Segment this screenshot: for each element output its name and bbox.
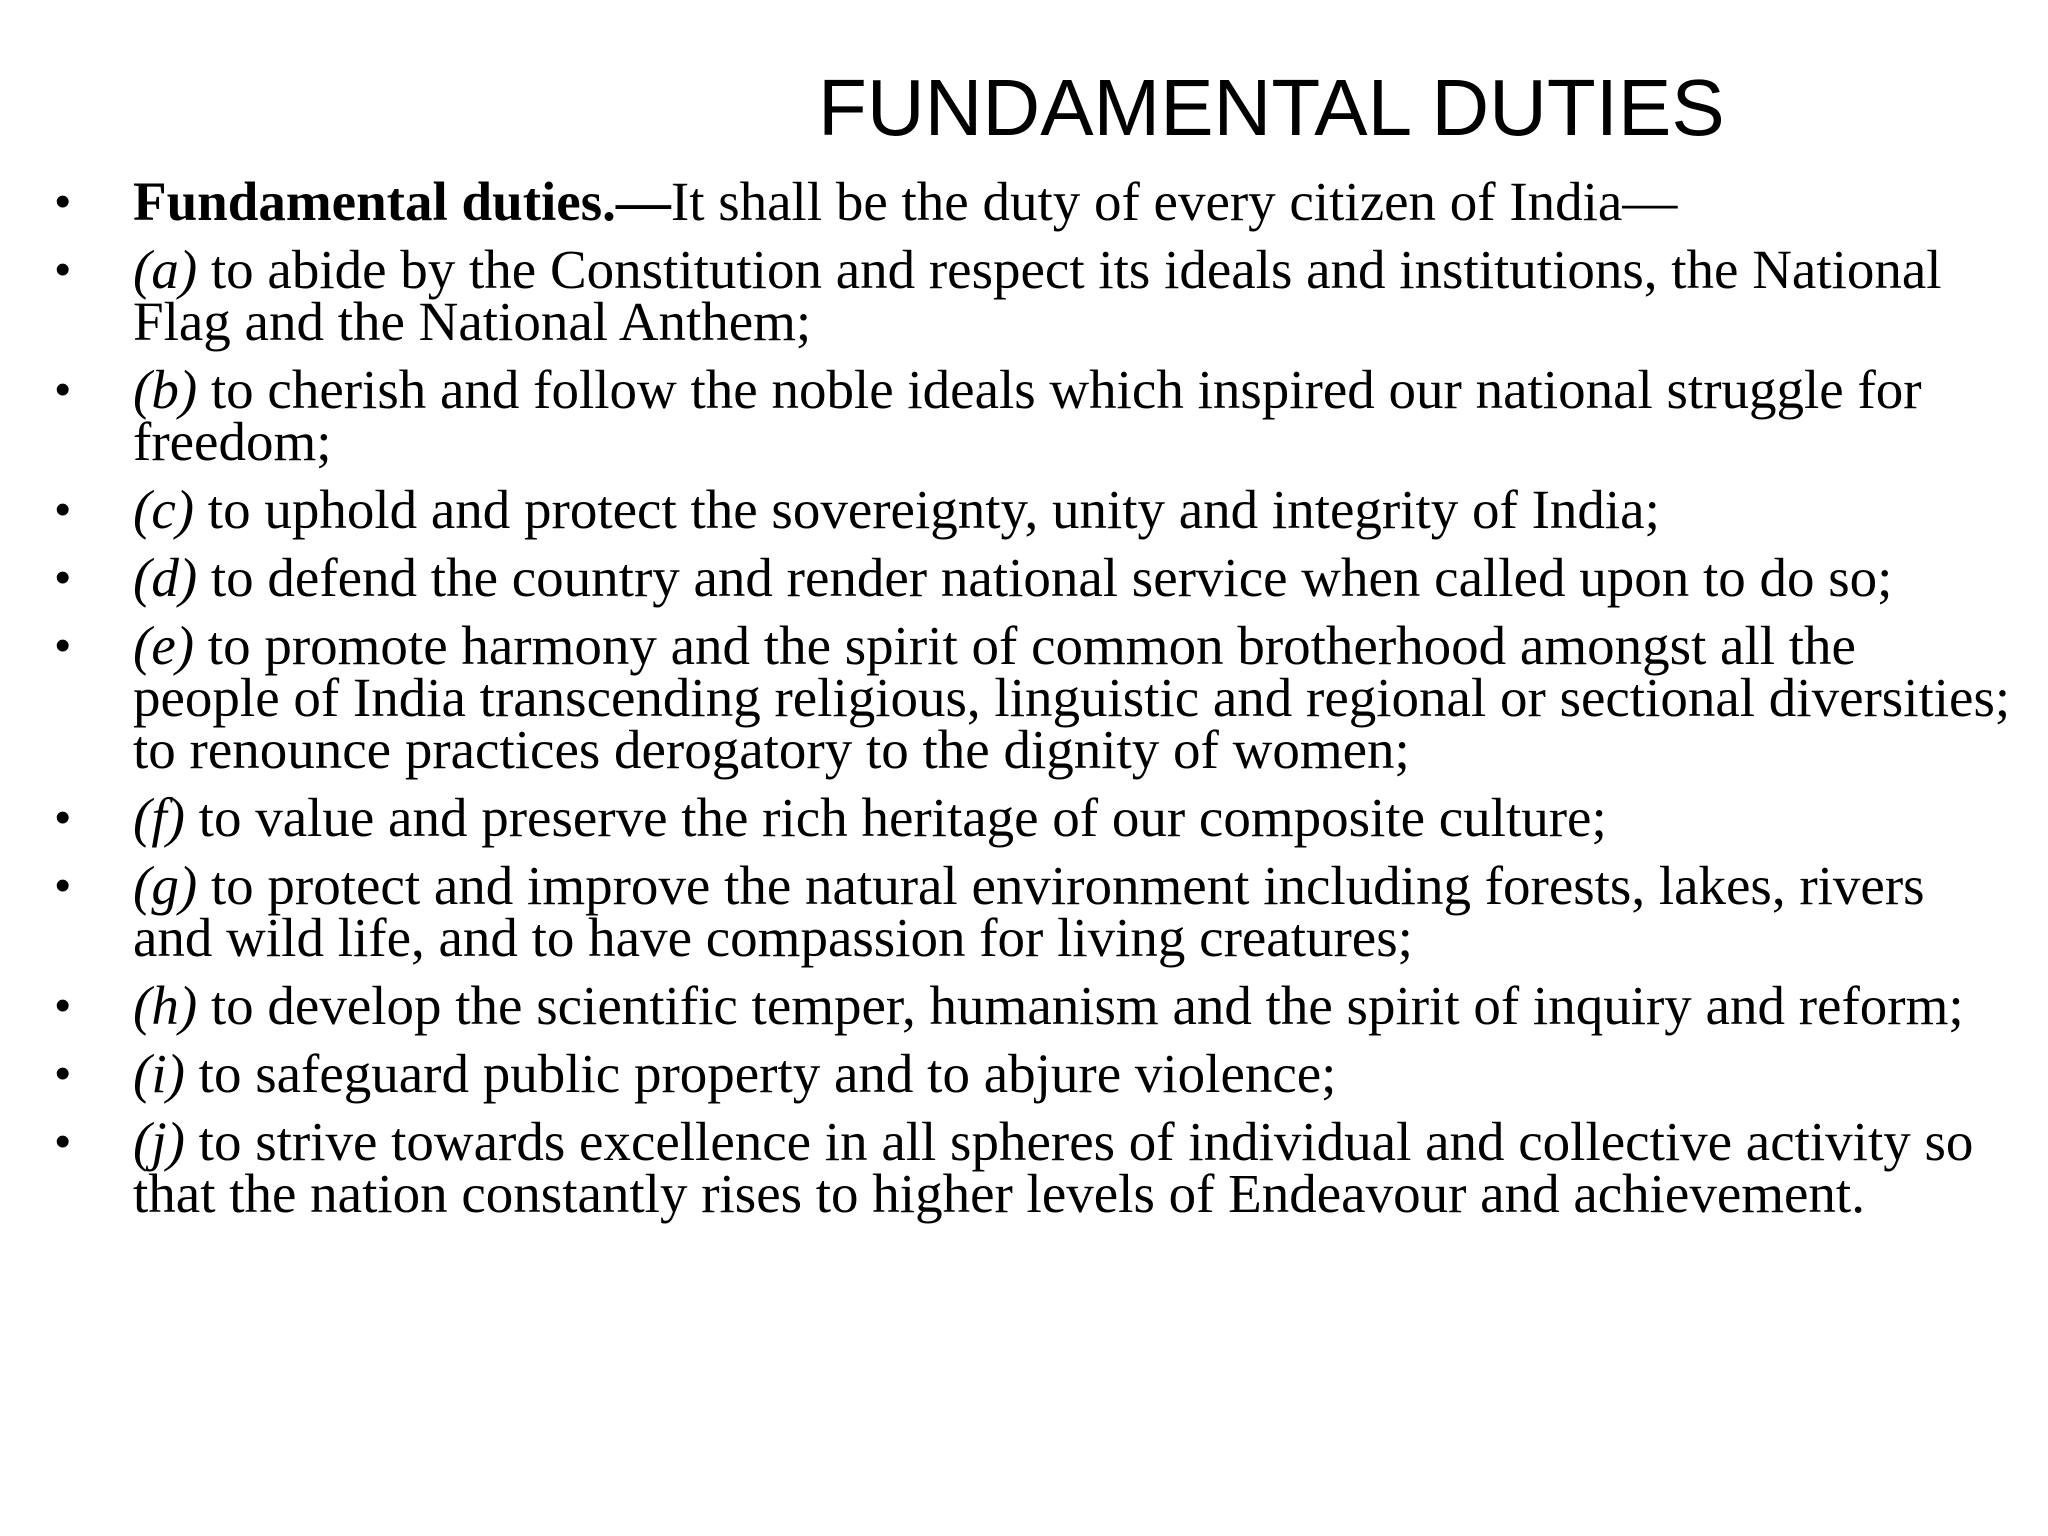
duty-text: to protect and improve the natural environment including forests, lakes, rivers and wild life, and to have compassion for living creatures; xyxy=(133,855,1925,968)
duty-text: to develop the scientific temper, humanism and the spirit of inquiry and reform; xyxy=(197,975,1964,1036)
duty-item xyxy=(0,1043,2048,1104)
duty-text: to strive towards excellence in all spheres of individual and collective activity so that the nation constantly rises to higher levels of Endeavour and achievement. xyxy=(133,1111,1974,1224)
duty-item xyxy=(0,1111,2048,1224)
bullet-icon: • xyxy=(55,365,71,414)
duty-item xyxy=(0,479,2048,540)
duty-item xyxy=(0,239,2048,352)
duty-text: to defend the country and render national service when called upon to do so; xyxy=(197,547,1893,608)
duty-item xyxy=(0,547,2048,608)
duty-letter: (j) xyxy=(133,1111,185,1172)
slide-title: FUNDAMENTAL DUTIES xyxy=(818,63,1725,152)
duties-list xyxy=(0,171,2048,1236)
duty-letter: (a) xyxy=(133,239,198,300)
bullet-icon: • xyxy=(55,485,71,534)
bullet-icon: • xyxy=(55,861,71,910)
duty-letter: (b) xyxy=(133,359,198,420)
duty-text: to uphold and protect the sovereignty, unity and integrity of India; xyxy=(194,479,1660,540)
duty-item xyxy=(0,615,2048,780)
duty-letter: (e) xyxy=(133,615,195,676)
duty-item xyxy=(0,787,2048,848)
duty-text: to cherish and follow the noble ideals which inspired our national struggle for freedom; xyxy=(133,359,1922,472)
bullet-icon: • xyxy=(55,621,71,670)
duty-item xyxy=(0,975,2048,1036)
intro-item xyxy=(0,171,2048,232)
duty-item xyxy=(0,855,2048,968)
duty-text: to abide by the Constitution and respect its ideals and institutions, the National Flag and the National Anthem; xyxy=(133,239,1942,352)
duty-letter: (f) xyxy=(133,787,185,848)
duty-text: to safeguard public property and to abjure violence; xyxy=(184,1043,1337,1104)
duty-letter: (g) xyxy=(133,855,198,916)
bullet-icon: • xyxy=(55,245,71,294)
duty-text: to promote harmony and the spirit of common brotherhood amongst all the people of India transcending religious, linguistic and regional or sectional diversities; to renounce practices derogatory to the dignity of women; xyxy=(133,615,2011,780)
intro-lead: Fundamental duties.— xyxy=(133,171,671,232)
bullet-icon: • xyxy=(55,177,71,226)
bullet-icon: • xyxy=(55,1117,71,1166)
bullet-icon: • xyxy=(55,981,71,1030)
duty-letter: (h) xyxy=(133,975,198,1036)
duty-item xyxy=(0,359,2048,472)
duty-letter: (c) xyxy=(133,479,195,540)
duty-text: to value and preserve the rich heritage of our composite culture; xyxy=(184,787,1607,848)
duty-letter: (i) xyxy=(133,1043,185,1104)
bullet-icon: • xyxy=(55,553,71,602)
duty-letter: (d) xyxy=(133,547,198,608)
bullet-icon: • xyxy=(55,793,71,842)
bullet-icon: • xyxy=(55,1049,71,1098)
intro-text: It shall be the duty of every citizen of India— xyxy=(670,171,1678,232)
